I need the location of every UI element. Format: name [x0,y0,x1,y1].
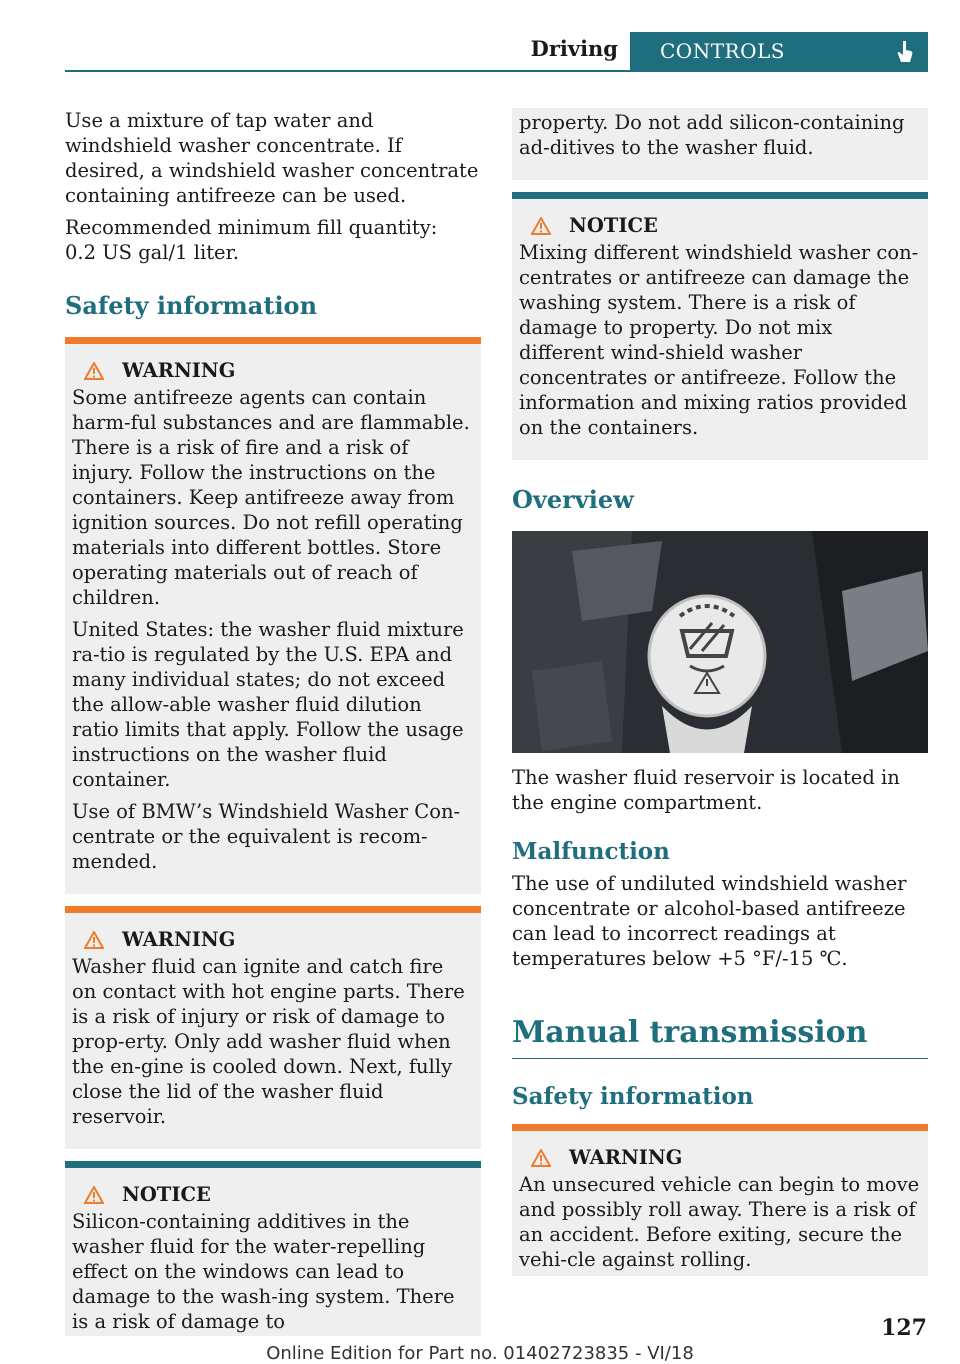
warning-text: Use of BMW’s Windshield Washer Con-centrate or the equivalent is recom-mended. [72,800,461,873]
warning-label [519,1146,920,1169]
malfunction-text: The use of undiluted windshield washer concentrate or alcohol-based antifreeze can lead to incorrect readings at temperatures below +5 °F/-15 ℃. [512,872,907,970]
warning-label-text: WARNING [569,1146,683,1169]
manual-transmission-heading: Manual transmission [512,1015,928,1059]
notice-label-text: NOTICE [569,214,658,237]
warning-bar [65,337,481,344]
header-chapter-tab [630,32,928,72]
header-section: Driving [530,36,618,61]
left-column [65,108,481,1336]
header-rule [65,70,928,72]
intro-paragraph-2: Recommended minimum fill quantity: 0.2 US gal/1 liter. [65,216,438,264]
notice-text: Mixing different windshield washer con-centrates or antifreeze can damage the washing system. There is a risk of damage to property. Do not mix different wind-shield washer concentrates or antifreeze. Follow the information and mixing ratios provided on the containers. [519,241,919,439]
header-chapter: CONTROLS [660,39,785,63]
warning-bar [512,1124,928,1131]
notice-label [519,214,920,237]
warning-box-ignite [65,906,481,1149]
warning-text: Washer fluid can ignite and catch fire on contact with hot engine parts. There is a risk of injury or risk of damage to prop-erty. Only add washer fluid when the en-gine is cooled down. Next, fully close the lid of the washer fluid reservoir. [72,955,465,1128]
warning-text: United States: the washer fluid mixture ra-tio is regulated by the U.S. EPA and many individual states; do not exceed the allow-able washer fluid dilution ratio limits that apply. Follow the usage instructions on the washer fluid container. [72,618,464,791]
notice-label [72,1183,473,1206]
page-number: 127 [881,1315,927,1341]
safety-information-heading-2: Safety information [512,1083,754,1110]
warning-text: Some antifreeze agents can contain harm-ful substances and are flammable. There is a risk of fire and a risk of injury. Follow the instructions on the containers. Keep antifreeze away from ignition sources. Do not refill operating materials into different bottles. Store operating materials out of reach of children. [72,386,470,609]
right-column [512,108,928,1276]
warning-label-text: WARNING [122,928,236,951]
washer-reservoir-photo [512,531,928,753]
warning-box-antifreeze [65,337,481,894]
warning-triangle-icon [84,931,104,949]
edition-footer: Online Edition for Part no. 01402723835 - VI/18 [266,1343,694,1364]
notice-box-silicon [65,1161,481,1336]
notice-label-text: NOTICE [122,1183,211,1206]
page-header [65,32,928,72]
notice-text: Silicon-containing additives in the washer fluid for the water-repelling effect on the windows can lead to damage to the wash-ing system. There is a risk of damage to [72,1210,455,1333]
warning-triangle-icon [531,217,551,235]
warning-label [72,928,473,951]
warning-label [72,359,473,382]
warning-box-rolling [512,1124,928,1276]
warning-triangle-icon [84,362,104,380]
malfunction-heading: Malfunction [512,838,670,865]
overview-caption: The washer fluid reservoir is located in the engine compartment. [512,766,900,814]
warning-text: An unsecured vehicle can begin to move and possibly roll away. There is a risk of an accident. Before exiting, secure the vehi-cle against rolling. [519,1173,920,1271]
warning-triangle-icon [531,1149,551,1167]
notice-text: property. Do not add silicon-containing ad-ditives to the washer fluid. [519,111,905,159]
warning-triangle-icon [84,1186,104,1204]
overview-heading: Overview [512,485,634,514]
notice-bar [512,192,928,199]
notice-bar [65,1161,481,1168]
warning-bar [65,906,481,913]
pointing-hand-icon [895,40,915,64]
notice-box-continued [512,108,928,180]
intro-paragraph-1: Use a mixture of tap water and windshield washer concentrate. If desired, a windshield washer concentrate containing antifreeze can be used. [65,109,479,207]
safety-information-heading: Safety information [65,291,318,320]
warning-label-text: WARNING [122,359,236,382]
notice-box-mixing [512,192,928,460]
